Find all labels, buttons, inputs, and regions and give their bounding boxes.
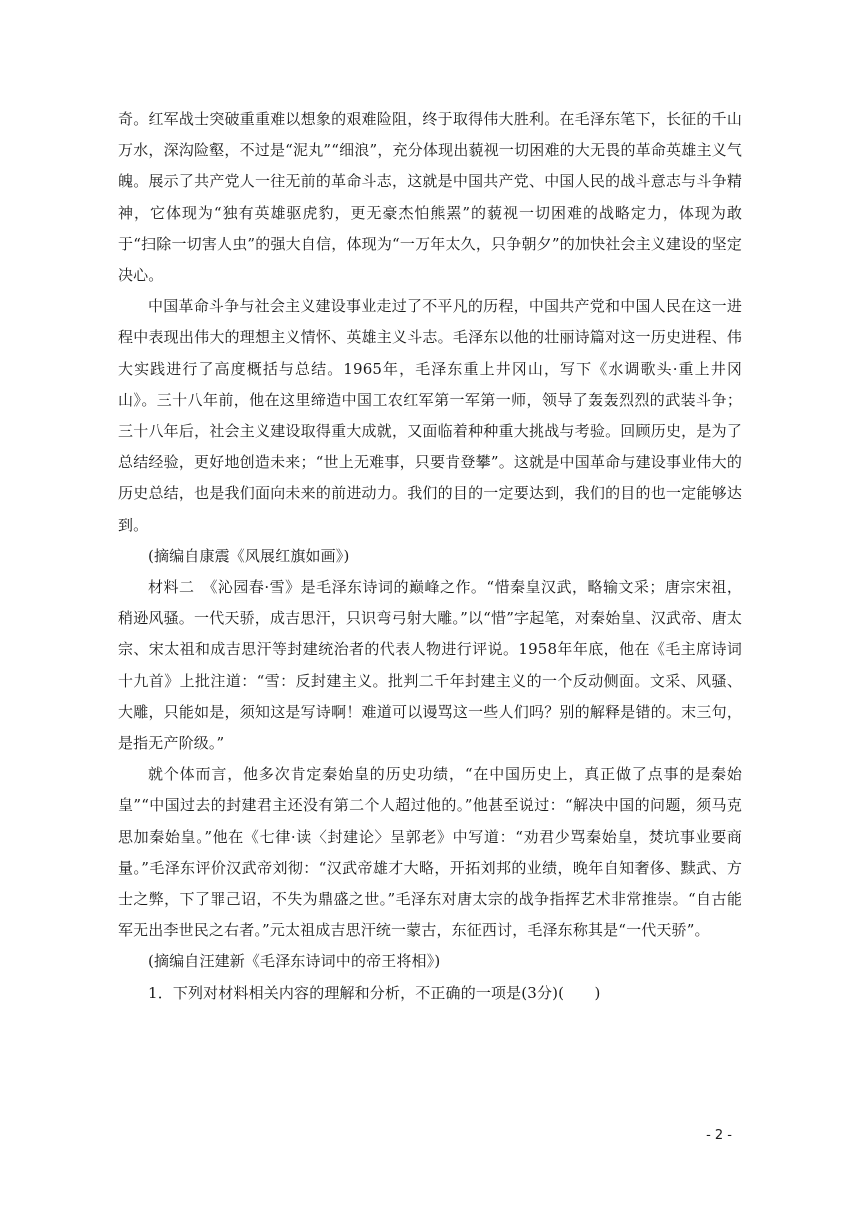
- paragraph-history: 中国革命斗争与社会主义建设事业走过了不平凡的历程，中国共产党和中国人民在这一进程中表现出伟大的理想主义情怀、英雄主义斗志。毛泽东以他的壮丽诗篇对这一历史进程、伟大实践进行了高度概括与总结。1965年，毛泽东重上井冈山，写下《水调歌头·重上井冈山》。三十八年前，他在这里缔造中国工农红军第一军第一师，领导了轰轰烈烈的武装斗争；三十八年后，社会主义建设取得重大成就，又面临着种种重大挑战与考验。回顾历史，是为了总结经验，更好地创造未来；“世上无难事，只要肯登攀”。这就是中国革命与建设事业伟大的历史总结，也是我们面向未来的前进动力。我们的目的一定要达到，我们的目的也一定能够达到。: [118, 297, 742, 534]
- question-1: 1．下列对材料相关内容的理解和分析，不正确的一项是(3分)( ): [148, 983, 601, 1002]
- source-citation-2: (摘编自汪建新《毛泽东诗词中的帝王将相》): [148, 952, 441, 971]
- source-citation-1: (摘编自康震《风展红旗如画》): [148, 546, 350, 565]
- paragraph-continuation: 奇。红军战士突破重重难以想象的艰难险阻，终于取得伟大胜利。在毛泽东笔下，长征的千山万水，深沟险壑，不过是“泥丸”“细浪”，充分体现出藐视一切困难的大无畏的革命英雄主义气魄。展示了共产党人一往无前的革命斗志，这就是中国共产党、中国人民的战斗意志与斗争精神，它体现为“独有英雄驱虎豹，更无豪杰怕熊罴”的藐视一切困难的战略定力，体现为敢于“扫除一切害人虫”的强大自信，体现为“一万年太久，只争朝夕”的加快社会主义建设的坚定决心。: [118, 110, 742, 285]
- paragraph-emperors: 就个体而言，他多次肯定秦始皇的历史功绩，“在中国历史上，真正做了点事的是秦始皇”“中国过去的封建君主还没有第二个人超过他的。”他甚至说过：“解决中国的问题，须马克思加秦始皇。”他在《七律·读〈封建论〉呈郭老》中写道：“劝君少骂秦始皇，焚坑事业要商量。”毛泽东评价汉武帝刘彻：“汉武帝雄才大略，开拓刘邦的业绩，晚年自知奢侈、黩武、方士之弊，下了罪己诏，不失为鼎盛之世。”毛泽东对唐太宗的战争指挥艺术非常推崇。“自古能军无出李世民之右者。”元太祖成吉思汗统一蒙古，东征西讨，毛泽东称其是“一代天骄”。: [118, 765, 742, 940]
- paragraph-material-two: 材料二 《沁园春·雪》是毛泽东诗词的巅峰之作。“惜秦皇汉武，略输文采；唐宗宋祖，稍逊风骚。一代天骄，成吉思汗，只识弯弓射大雕。”以“惜”字起笔，对秦始皇、汉武帝、唐太宗、宋太祖和成吉思汗等封建统治者的代表人物进行评说。1958年年底，他在《毛主席诗词十九首》上批注道：“雪：反封建主义。批判二千年封建主义的一个反动侧面。文采、风骚、大雕，只能如是，须知这是写诗啊！难道可以谩骂这一些人们吗？别的解释是错的。末三句，是指无产阶级。”: [118, 578, 742, 753]
- body-text: [118, 104, 742, 1009]
- page-number: - 2 -: [706, 1128, 732, 1143]
